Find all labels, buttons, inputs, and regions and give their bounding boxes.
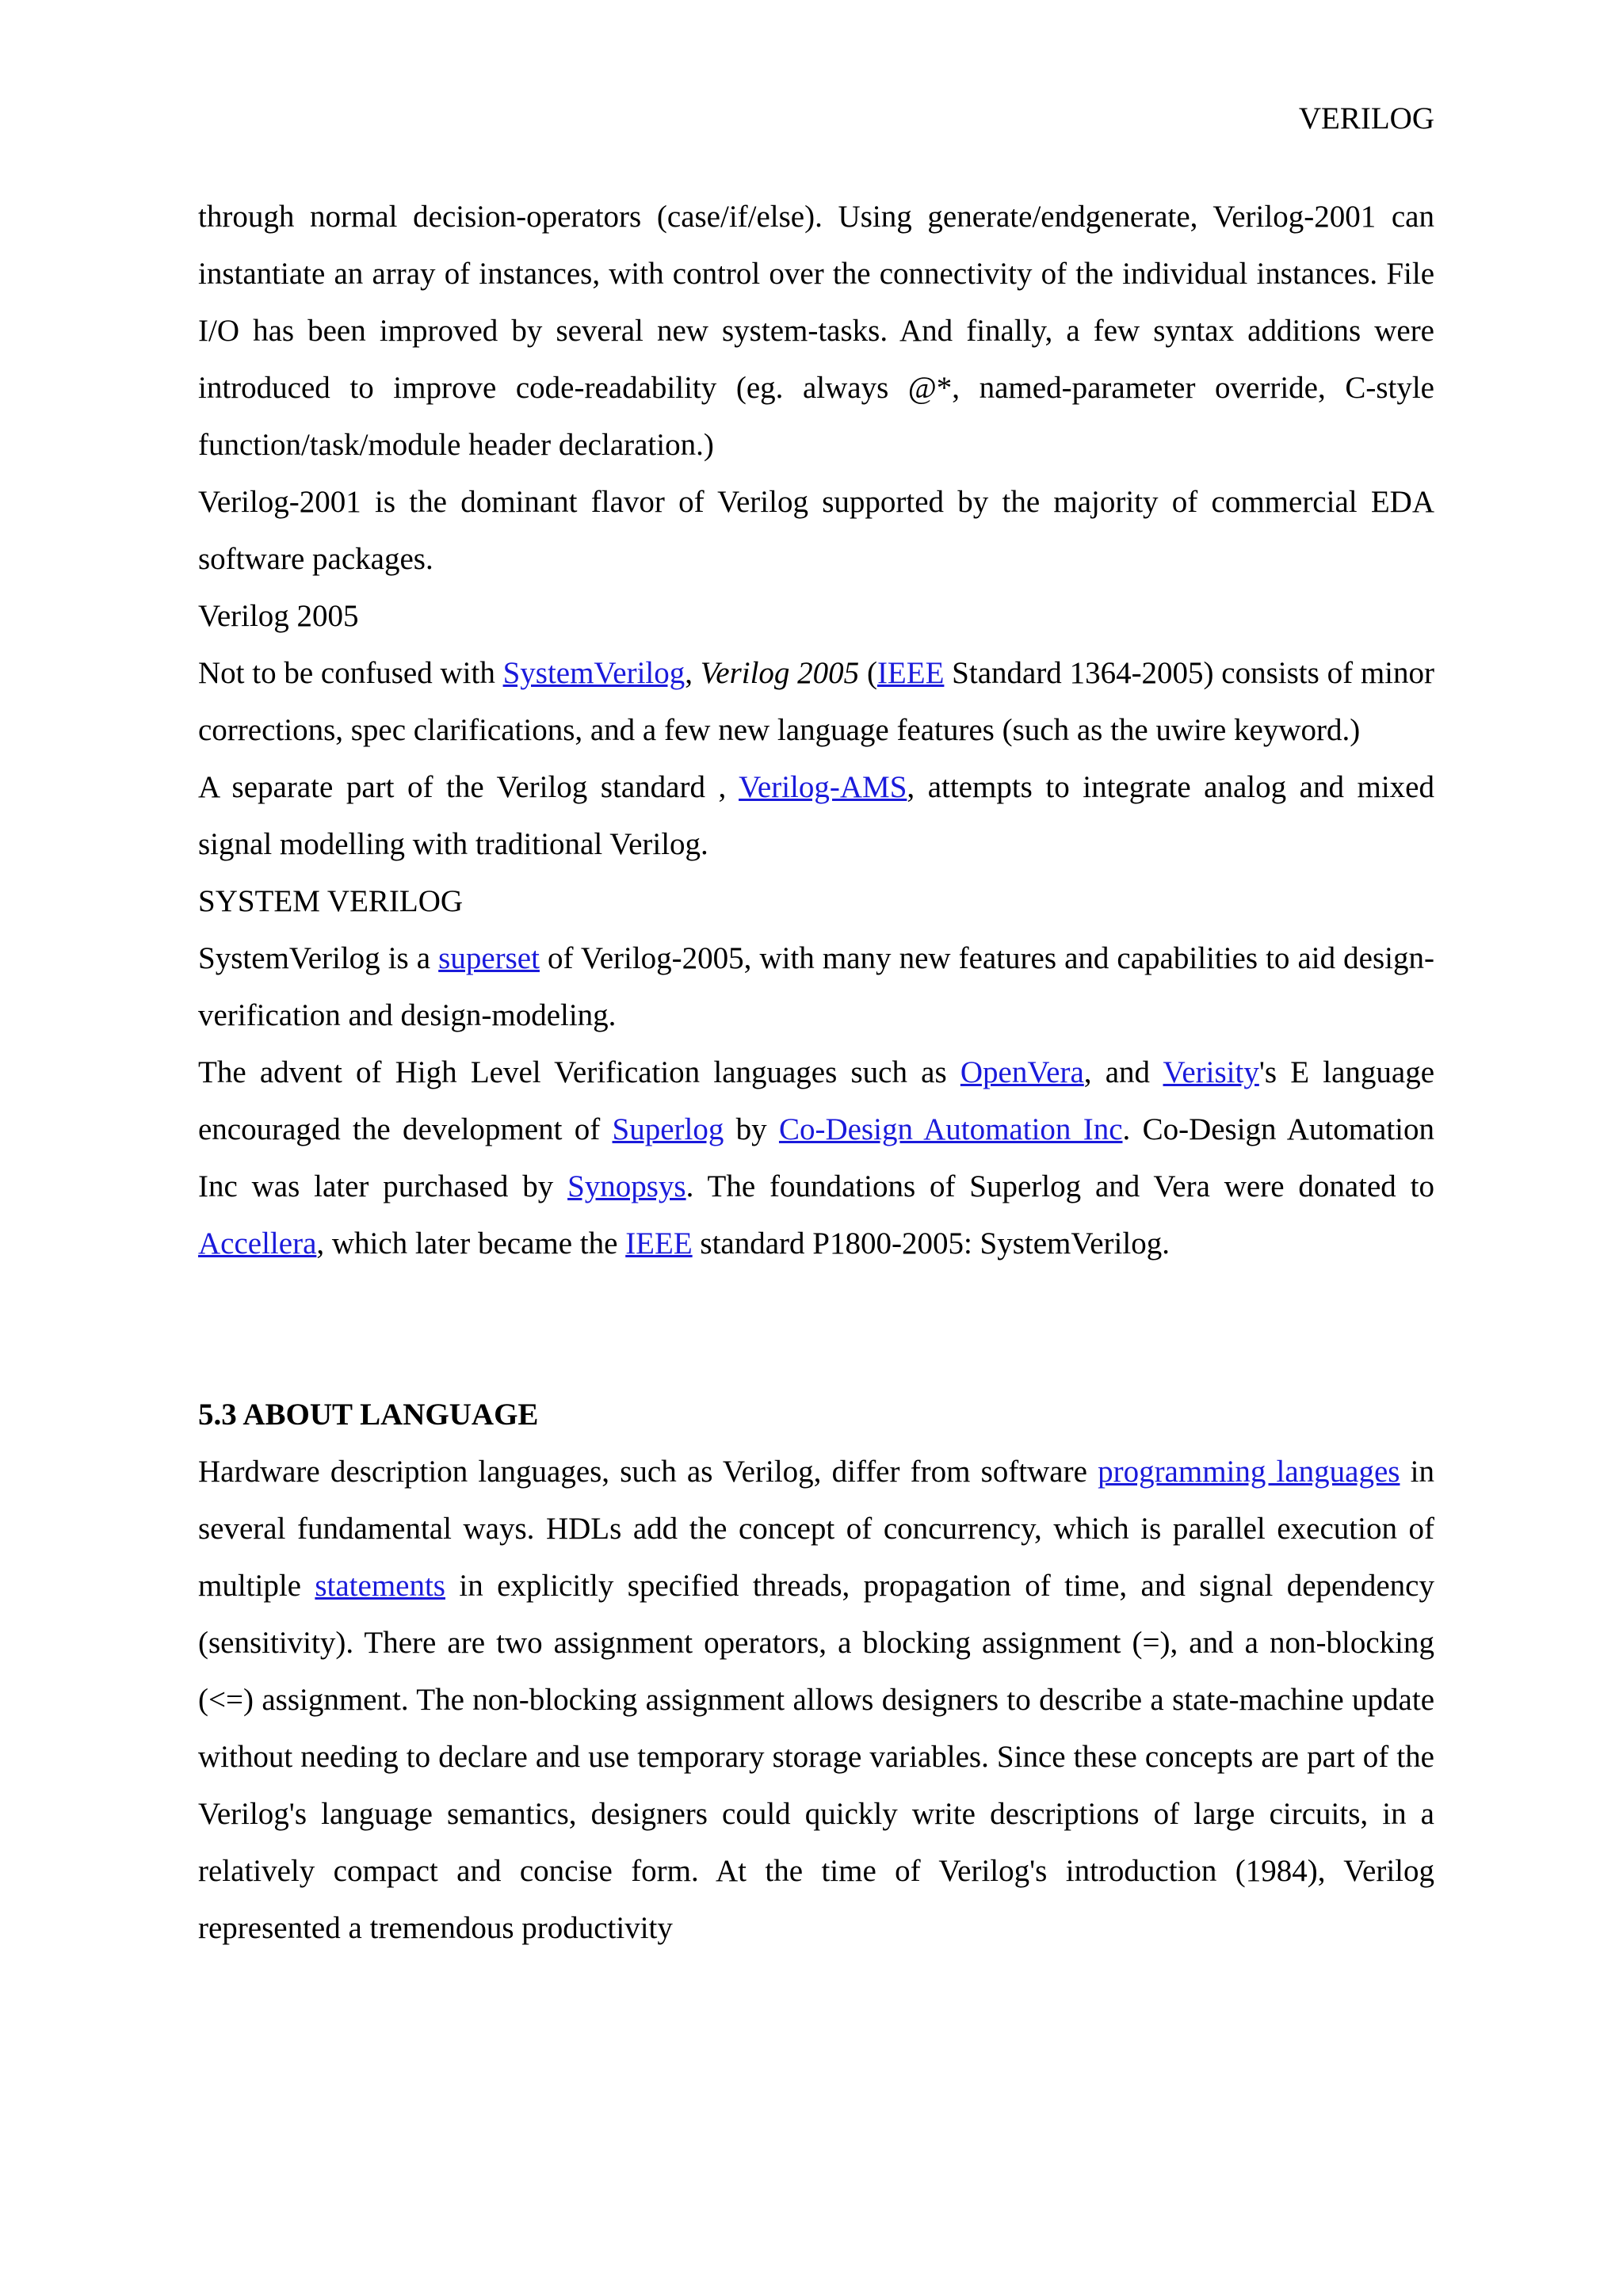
paragraph-about-language [198, 1444, 1434, 1957]
section-heading-about-language: 5.3 ABOUT LANGUAGE [198, 1398, 539, 1432]
link-ieee[interactable]: IEEE [876, 656, 945, 690]
link-superlog[interactable]: Superlog [612, 1112, 724, 1146]
text-run: 's E language encouraged the development of [198, 1055, 1435, 1146]
subheading-verilog-2005: Verilog 2005 [198, 599, 359, 633]
text-run: . The foundations of Superlog and Vera were donated to [685, 1169, 1434, 1203]
document-body [198, 189, 1434, 1957]
text-run: ( [859, 656, 877, 690]
link-verisity[interactable]: Verisity [1163, 1055, 1259, 1089]
subheading-system-verilog: SYSTEM VERILOG [198, 884, 464, 918]
link-accellera[interactable]: Accellera [198, 1226, 317, 1261]
link-superset[interactable]: superset [438, 941, 540, 975]
text-run: Standard 1364-2005) consists of minor corrections, spec clarifications, and a few new language features (such as the uwire keyword.) [198, 656, 1434, 747]
link-systemverilog[interactable]: SystemVerilog [502, 656, 685, 690]
text-run: The advent of High Level Verification languages such as [198, 1055, 960, 1089]
text-run: SystemVerilog is a [198, 941, 439, 975]
link-ieee-2[interactable]: IEEE [625, 1226, 693, 1261]
text-run: A separate part of the Verilog standard , [198, 770, 739, 804]
text-run: Not to be confused with [198, 656, 503, 690]
link-statements[interactable]: statements [315, 1569, 445, 1603]
link-programming-languages[interactable]: programming languages [1098, 1455, 1400, 1489]
paragraph-verilog-ams [198, 759, 1434, 873]
text-run: in explicitly specified threads, propagation of time, and signal dependency (sensitivity). There are two assignment operators, a blocking assignment (=), and a non-blocking (<=) assignment. The non-blocking assignment allows designers to describe a state-machine update without needing to declare and use temporary storage variables. Since these concepts are part of the Verilog's language semantics, designers could quickly write descriptions of large circuits, in a relatively compact and concise form. At the time of Verilog's introduction (1984), Verilog represented a tremendous productivity [198, 1569, 1434, 1945]
paragraph-hvl-history [198, 1044, 1434, 1272]
text-run: by [724, 1112, 779, 1146]
paragraph-systemverilog-superset [198, 930, 1434, 1044]
text-run: Hardware description languages, such as Verilog, differ from software [198, 1455, 1098, 1489]
text-run: . Co-Design Automation Inc was later purchased by [198, 1112, 1435, 1203]
text-run: , attempts to integrate analog and mixed signal modelling with traditional Verilog. [198, 770, 1434, 861]
text-run: , which later became the [316, 1226, 626, 1261]
link-co-design-automation[interactable]: Co-Design Automation Inc [778, 1112, 1123, 1146]
text-run: of Verilog-2005, with many new features and capabilities to aid design-verification and design-modeling. [198, 941, 1434, 1032]
emphasis-verilog-2005: Verilog 2005 [700, 656, 860, 690]
text-run: standard P1800-2005: SystemVerilog. [692, 1226, 1170, 1261]
paragraph-verilog-2005 [198, 645, 1434, 759]
link-synopsys[interactable]: Synopsys [567, 1169, 686, 1203]
text-run: in several fundamental ways. HDLs add the concept of concurrency, which is parallel execution of multiple [198, 1455, 1434, 1603]
section-spacer [198, 1272, 1434, 1386]
text-run: , [685, 656, 701, 690]
link-verilog-ams[interactable]: Verilog-AMS [739, 770, 907, 804]
running-head: VERILOG [1298, 101, 1434, 135]
link-openvera[interactable]: OpenVera [960, 1055, 1084, 1089]
text-run: , and [1083, 1055, 1163, 1089]
paragraph-verilog-2001-dominance: Verilog-2001 is the dominant flavor of Verilog supported by the majority of commercial EDA software packages. [198, 485, 1434, 576]
paragraph-generate-fileio: through normal decision-operators (case/if/else). Using generate/endgenerate, Verilog-2001 can instantiate an array of instances, with control over the connectivity of the individual instances. File I/O has been improved by several new system-tasks. And finally, a few syntax additions were introduced to improve code-readability (eg. always @*, named-parameter override, C-style function/task/module header declaration.) [198, 200, 1434, 462]
